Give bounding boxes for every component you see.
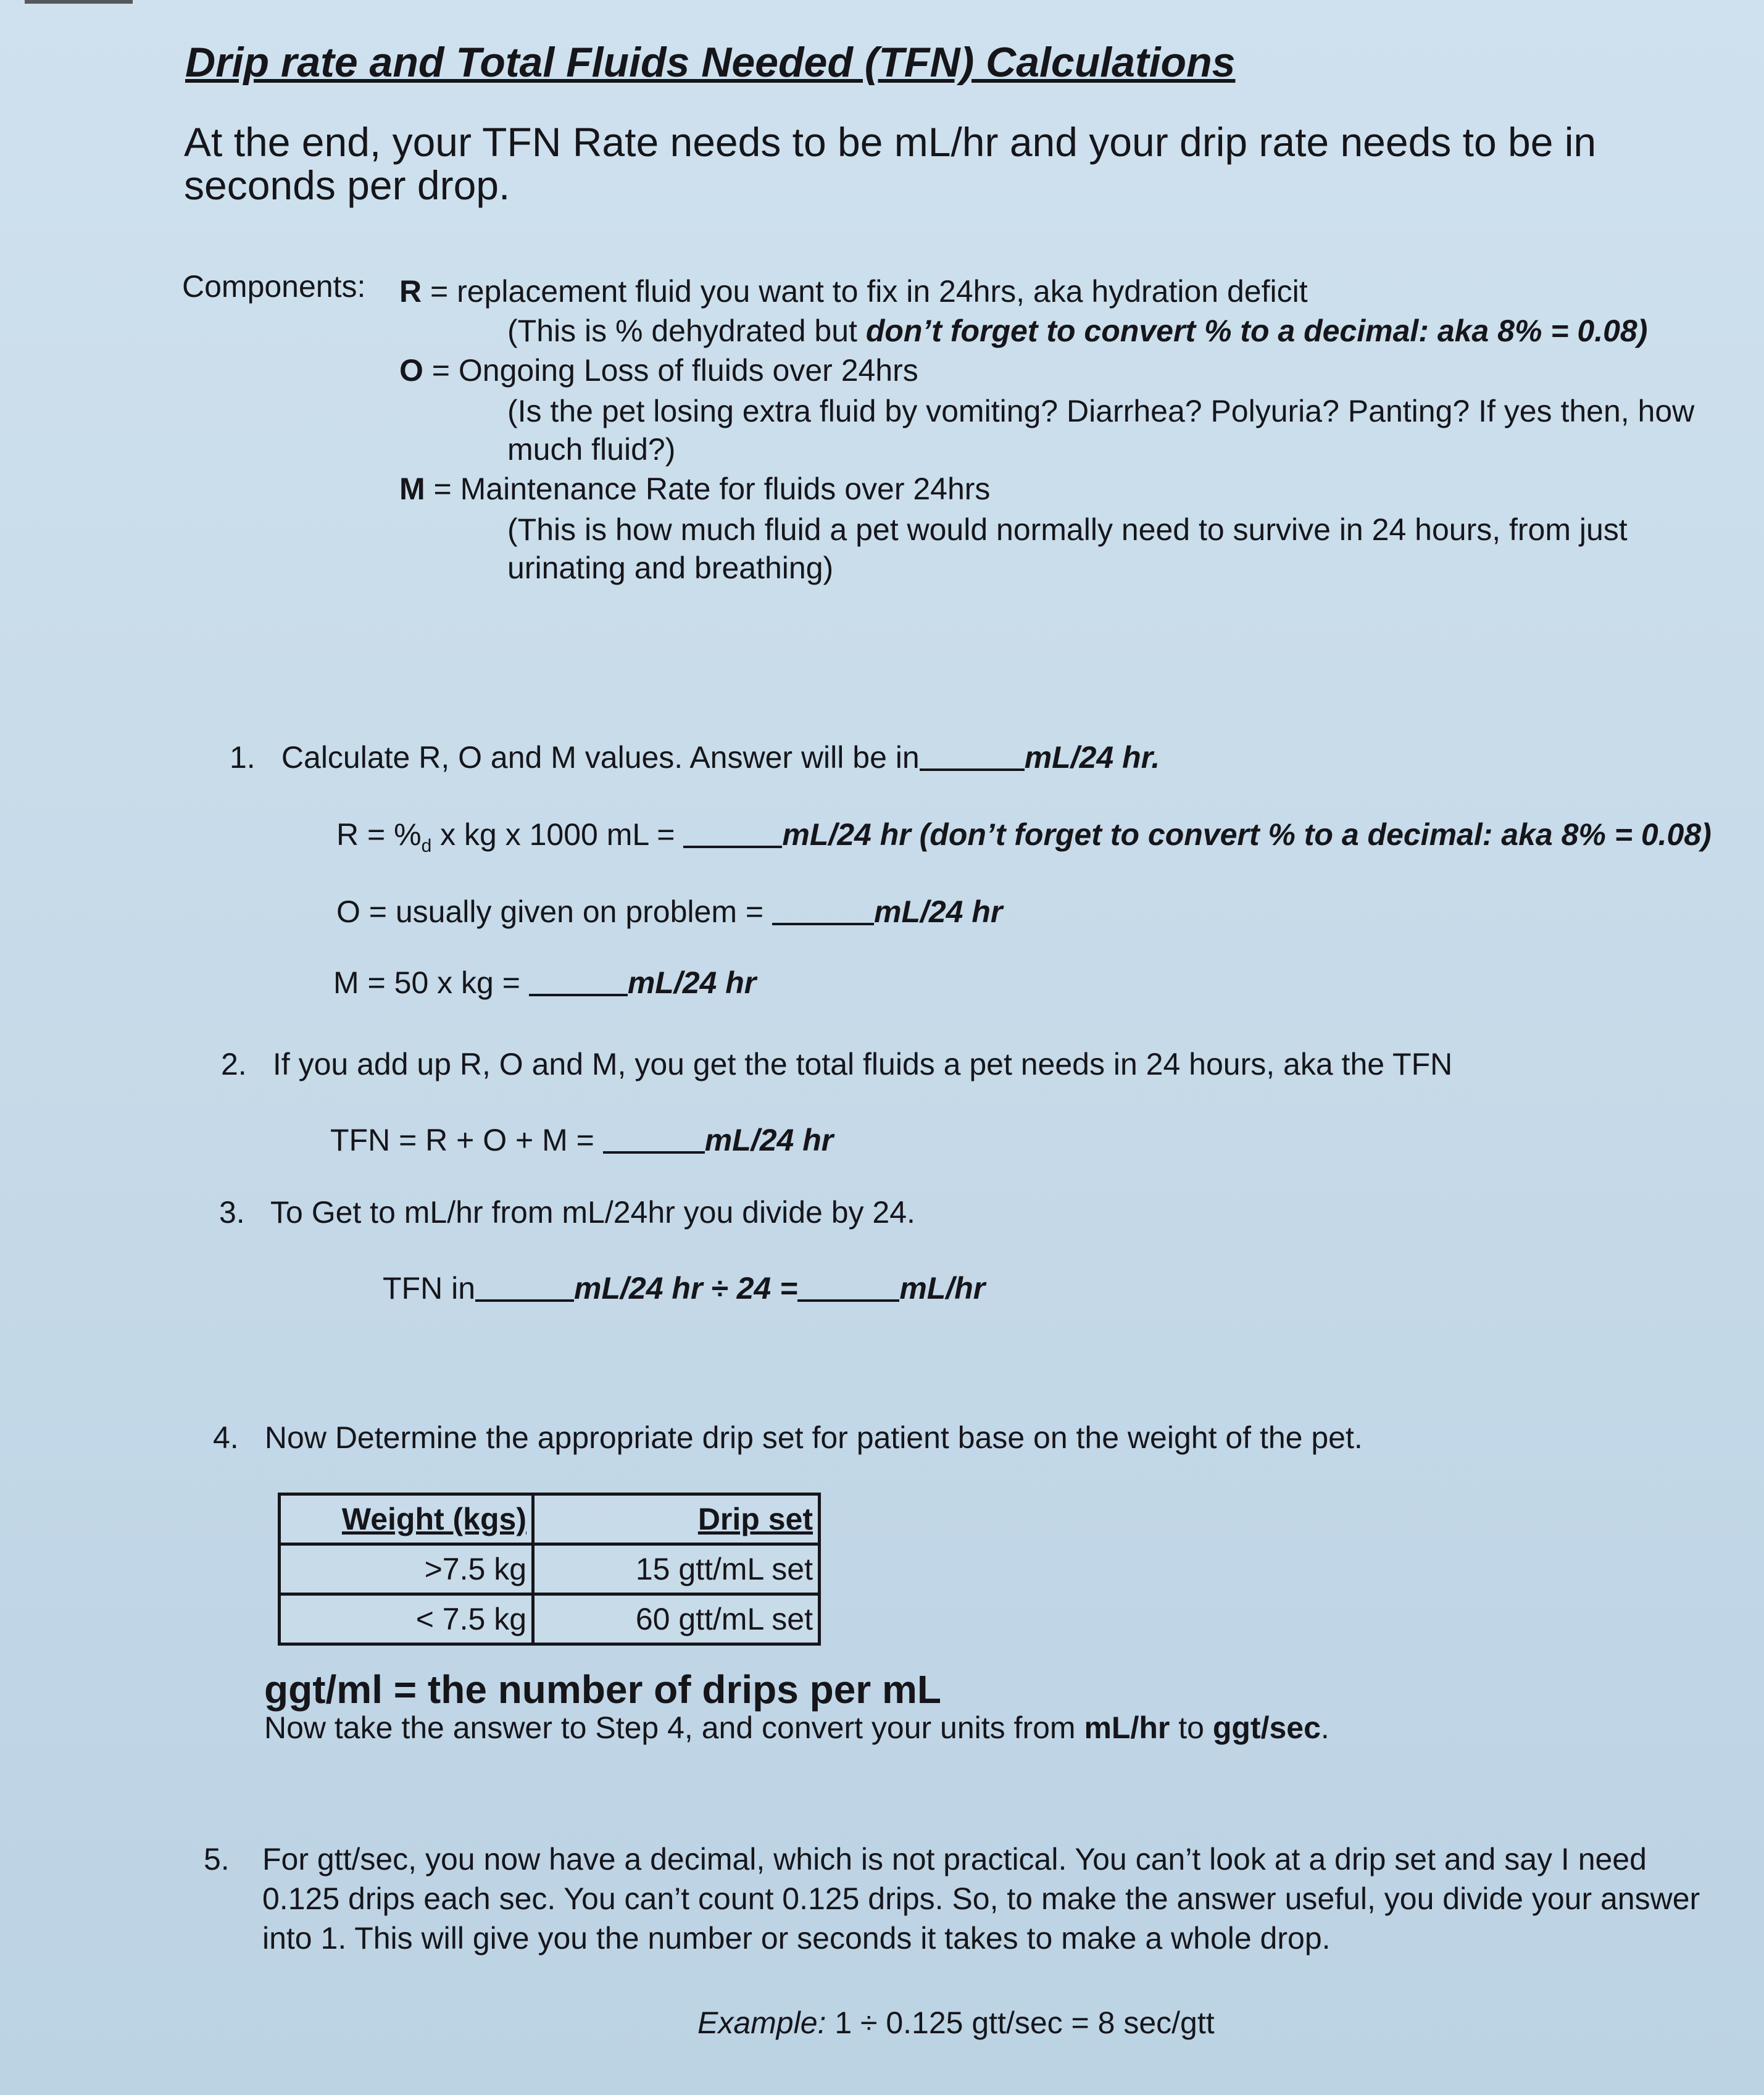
equation-o-pre: O = usually given on problem = — [336, 894, 764, 929]
answer-blank — [772, 892, 874, 925]
table-cell-weight: >7.5 kg — [280, 1544, 533, 1594]
equation-o — [336, 892, 1002, 930]
equation-o-unit: mL/24 hr — [873, 894, 1003, 929]
step-3 — [219, 1194, 915, 1230]
ggt-note-mid: to — [1170, 1710, 1213, 1745]
equation-divide-mid: mL/24 hr ÷ 24 = — [574, 1271, 798, 1306]
ggt-note-post: . — [1320, 1710, 1329, 1745]
step-3-text: To Get to mL/hr from mL/24hr you divide by 24. — [270, 1195, 915, 1230]
step-2-text: If you add up R, O and M, you get the total fluids a pet needs in 24 hours, aka the TFN — [272, 1047, 1453, 1081]
step-5-text: For gtt/sec, you now have a decimal, which is not practical. You can’t look at a drip set and say I need 0.125 drips each sec. You can’t count 0.125 drips. So, to make the answer useful, you divide your answer into 1. This will give you the number or seconds it takes to make a whole drop. — [262, 1842, 1700, 1955]
ggt-note-pre: Now take the answer to Step 4, and convert your units from — [264, 1710, 1084, 1745]
equation-r-subscript: d — [421, 836, 432, 856]
answer-blank — [603, 1120, 705, 1154]
step-1-unit: mL/24 hr. — [1024, 740, 1160, 775]
component-o-letter: O — [399, 353, 423, 388]
table-cell-drip-set: 15 gtt/mL set — [533, 1544, 820, 1594]
component-o-desc: = Ongoing Loss of fluids over 24hrs — [423, 353, 918, 388]
page-title: Drip rate and Total Fluids Needed (TFN) Calculations — [185, 39, 1236, 86]
equation-tfn-pre: TFN = R + O + M = — [330, 1123, 594, 1157]
equation-r-unit: mL/24 hr (don’t forget to convert % to a decimal: aka 8% = 0.08) — [782, 817, 1712, 852]
example-label: Example: — [697, 2005, 826, 2040]
table-header-drip-set: Drip set — [533, 1494, 820, 1544]
equation-tfn — [330, 1120, 833, 1158]
component-r-note-bold: don’t forget to convert % to a decimal: aka 8% = 0.08) — [865, 314, 1648, 348]
top-edge-line — [25, 0, 133, 4]
ggt-definition-heading: ggt/ml = the number of drips per mL — [264, 1667, 941, 1712]
equation-tfn-unit: mL/24 hr — [704, 1123, 834, 1157]
table-row — [280, 1544, 820, 1594]
equation-divide-unit: mL/hr — [899, 1271, 986, 1306]
equation-r-mid: x kg x 1000 mL = — [431, 817, 675, 852]
table-header-row — [280, 1494, 820, 1544]
answer-blank — [797, 1268, 899, 1302]
step-1-text: Calculate R, O and M values. Answer will be in — [281, 740, 920, 775]
answer-blank — [529, 963, 628, 996]
table-cell-drip-set: 60 gtt/mL set — [533, 1594, 820, 1644]
drip-set-table — [278, 1493, 821, 1646]
step-5 — [204, 1839, 1722, 1958]
component-m — [399, 471, 990, 507]
equation-m — [333, 963, 756, 1001]
component-r-desc: = replacement fluid you want to fix in 24hrs, aka hydration deficit — [422, 274, 1308, 309]
intro-text: At the end, your TFN Rate needs to be mL/hr and your drip rate needs to be in seconds per drop. — [184, 119, 1597, 208]
step-1-number: 1. — [230, 740, 256, 775]
step-2 — [221, 1046, 1452, 1082]
equation-r — [336, 815, 1712, 857]
answer-blank — [683, 815, 782, 848]
equation-m-unit: mL/24 hr — [627, 965, 757, 1000]
answer-blank — [920, 738, 1025, 771]
component-o-note: (Is the pet losing extra fluid by vomiting? Diarrhea? Polyuria? Panting? If yes then, how much fluid?) — [507, 394, 1695, 467]
equation-m-pre: M = 50 x kg = — [333, 965, 520, 1000]
ggt-note-from-unit: mL/hr — [1084, 1710, 1170, 1745]
component-m-letter: M — [399, 472, 425, 506]
component-m-desc: = Maintenance Rate for fluids over 24hrs — [425, 472, 991, 506]
equation-divide — [383, 1268, 985, 1306]
table-header-weight: Weight (kgs) — [280, 1494, 533, 1544]
ggt-conversion-note — [264, 1710, 1329, 1746]
step-5-number: 5. — [204, 1842, 230, 1876]
equation-divide-pre: TFN in — [383, 1271, 475, 1306]
step-2-number: 2. — [221, 1047, 247, 1081]
step-4-number: 4. — [213, 1420, 239, 1455]
step-3-number: 3. — [219, 1195, 245, 1230]
component-r — [399, 273, 1308, 309]
component-r-note-plain: (This is % dehydrated but — [507, 314, 866, 348]
component-r-note — [507, 313, 1647, 349]
answer-blank — [475, 1268, 574, 1302]
component-o — [399, 352, 918, 388]
ggt-note-to-unit: ggt/sec — [1212, 1710, 1321, 1745]
equation-r-pre: R = % — [336, 817, 422, 852]
step-4-text: Now Determine the appropriate drip set for patient base on the weight of the pet. — [264, 1420, 1363, 1455]
example-formula — [697, 2005, 1215, 2041]
components-label: Components: — [182, 269, 366, 304]
step-4 — [213, 1420, 1363, 1456]
component-m-note: (This is how much fluid a pet would normally need to survive in 24 hours, from just urinating and breathing) — [507, 512, 1628, 585]
table-row — [280, 1594, 820, 1644]
component-r-letter: R — [399, 274, 422, 309]
example-formula-text: 1 ÷ 0.125 gtt/sec = 8 sec/gtt — [826, 2005, 1215, 2040]
table-cell-weight: < 7.5 kg — [280, 1594, 533, 1644]
step-1 — [230, 738, 1160, 775]
